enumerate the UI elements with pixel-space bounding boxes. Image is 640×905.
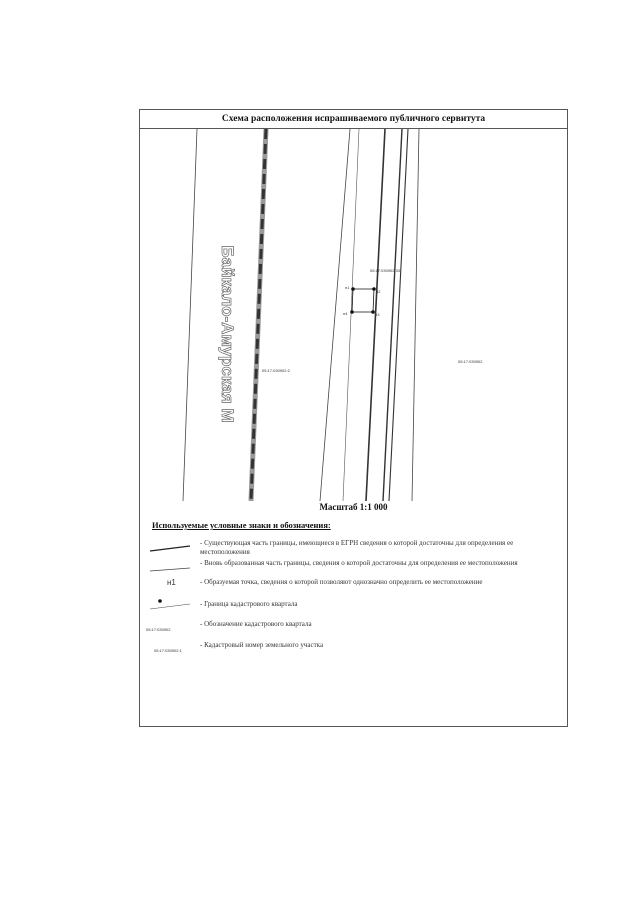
formed-point-label: н1 [167, 578, 176, 587]
road-dashes [251, 129, 266, 501]
map-area [140, 129, 569, 501]
legend-text: - Вновь образованная часть границы, сведения о которой достаточны для определения ее местоположения [200, 559, 518, 567]
servitude-area [352, 289, 374, 312]
legend-text: - Обозначение кадастрового квартала [200, 620, 312, 628]
legend-title: Используемые условные знаки и обозначения: [152, 520, 331, 530]
boundary-line-left [183, 129, 197, 501]
point-label-n4: н4 [343, 311, 348, 316]
quarter-number-sample: 05:17:030902 [146, 627, 171, 632]
road-label: Байкало-Амурская М [218, 245, 237, 423]
point-n1 [351, 287, 355, 291]
parcel-label-top: 05:17:030902:33 [370, 268, 401, 273]
strip-line-2 [383, 129, 402, 501]
quarter-label-right: 05:17:030902 [458, 359, 483, 364]
legend-text: - Кадастровый номер земельного участка [200, 641, 324, 649]
legend-text: - Существующая часть границы, имеющиеся в ЕГРН сведения о которой достаточны для определения ее местоположения [200, 539, 514, 556]
parcel-number-sample: 05:17:030902:1 [154, 648, 182, 653]
point-label-n1: н1 [345, 285, 350, 290]
map-scale: Масштаб 1:1 000 [319, 502, 388, 512]
point-label-n2: н2 [376, 289, 381, 294]
legend-item-parcel-number [140, 641, 567, 671]
legend-text: - Граница кадастрового квартала [200, 600, 298, 608]
parcel-label-left: 05:17:030902:2 [262, 368, 290, 373]
point-n4 [350, 310, 354, 314]
boundary-line-right [412, 129, 419, 501]
scheme-title: Схема расположения испрашиваемого публичного сервитута [140, 110, 567, 129]
point-label-n3: н3 [375, 312, 380, 317]
scheme-frame [139, 109, 568, 727]
legend-text: - Образуемая точка, сведения о которой позволяют однозначно определить ее местоположение [200, 578, 483, 586]
